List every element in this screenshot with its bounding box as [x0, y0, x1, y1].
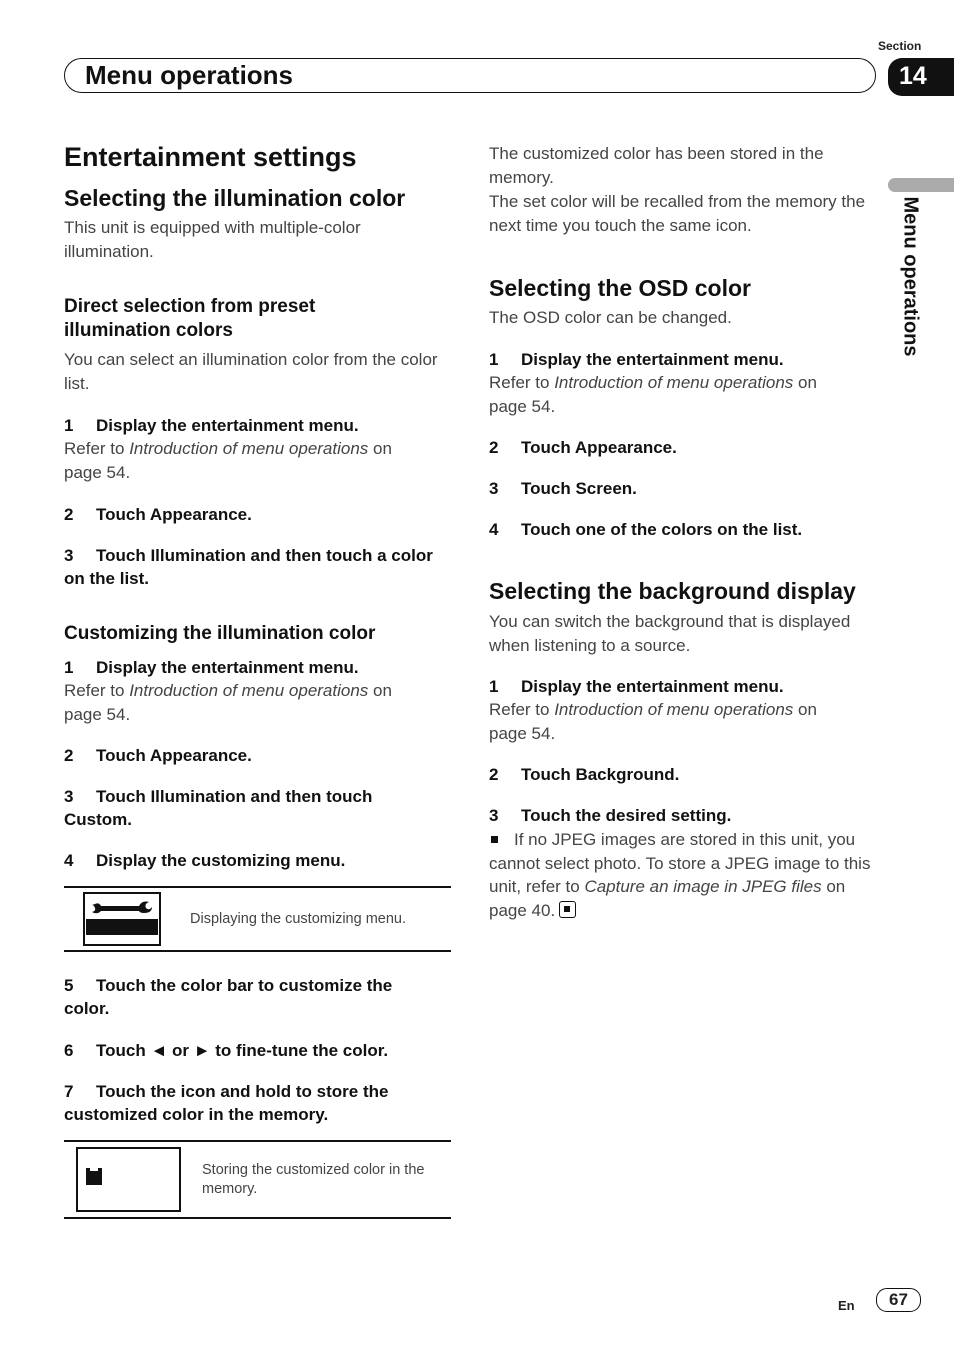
- stored-text: The customized color has been stored in the memory.: [489, 144, 824, 187]
- right-column: [489, 142, 881, 922]
- step: 3 Touch Illumination and then touch a color on the list.: [64, 546, 433, 588]
- step: 3 Touch Screen.: [489, 479, 637, 498]
- box-caption: Displaying the customizing menu.: [190, 910, 406, 927]
- side-tab-marker: [888, 178, 954, 192]
- page-number: 67: [876, 1288, 921, 1312]
- end-mark-icon: [559, 901, 576, 918]
- side-tab-label: Menu operations: [899, 196, 922, 357]
- section-heading: Selecting the illumination color: [64, 185, 406, 211]
- intro-text: This unit is equipped with multiple-color illumination.: [64, 218, 361, 261]
- bg-intro: You can switch the background that is displayed when listening to a source.: [489, 612, 851, 655]
- refer-text: Refer to Introduction of menu operations on page 54.: [489, 373, 817, 416]
- bullet-icon: [491, 836, 498, 843]
- wrench-icon: [85, 894, 159, 944]
- customize-menu-box: [64, 886, 451, 952]
- left-column: [64, 140, 451, 1219]
- step: 2 Touch Appearance.: [64, 746, 252, 765]
- note-text: If no JPEG images are stored in this unit, you cannot select photo. To store a JPEG image to this unit, refer to Capture an image in JPEG files on page 40.: [489, 830, 871, 920]
- recall-text: The set color will be recalled from the memory the next time you touch the same icon.: [489, 192, 866, 235]
- language-label: En: [838, 1298, 855, 1313]
- subheading-direct: Direct selection from preset illumination colors: [64, 296, 316, 341]
- memory-icon: [84, 1165, 114, 1195]
- step: 4 Display the customizing menu.: [64, 851, 346, 870]
- step: 3 Touch the desired setting.: [489, 806, 732, 825]
- subheading-custom: Customizing the illumination color: [64, 623, 376, 644]
- refer-text: Refer to Introduction of menu operations on page 54.: [489, 700, 817, 743]
- store-icon-box: [76, 1147, 181, 1212]
- store-color-box: [64, 1140, 451, 1219]
- step: 7 Touch the icon and hold to store the customized color in the memory.: [64, 1082, 389, 1124]
- refer-text: Refer to Introduction of menu operations on page 54.: [64, 439, 392, 482]
- osd-intro: The OSD color can be changed.: [489, 308, 732, 327]
- section-heading-bg: Selecting the background display: [489, 578, 856, 604]
- section-label: Section: [878, 39, 922, 53]
- direct-intro: You can select an illumination color from the color list.: [64, 350, 438, 393]
- step: 2 Touch Appearance.: [489, 438, 677, 457]
- page-title: Entertainment settings: [64, 142, 357, 172]
- step: 6 Touch ◄ or ► to fine-tune the color.: [64, 1041, 389, 1060]
- step: 1 Display the entertainment menu.: [489, 677, 784, 696]
- section-number: 14: [899, 62, 927, 90]
- step: 3 Touch Illumination and then touch Custom.: [64, 787, 373, 829]
- refer-text: Refer to Introduction of menu operations on page 54.: [64, 681, 392, 724]
- step: 2 Touch Appearance.: [64, 505, 252, 524]
- header-title: Menu operations: [85, 60, 294, 90]
- step: 4 Touch one of the colors on the list.: [489, 520, 803, 539]
- step: 1 Display the entertainment menu.: [64, 416, 359, 435]
- section-heading-osd: Selecting the OSD color: [489, 275, 751, 301]
- step: 2 Touch Background.: [489, 765, 680, 784]
- step: 1 Display the entertainment menu.: [489, 350, 784, 369]
- customize-icon-box: [83, 892, 161, 946]
- step: 1 Display the entertainment menu.: [64, 658, 359, 677]
- step: 5 Touch the color bar to customize the color.: [64, 976, 393, 1018]
- box-caption: Storing the customized color in the memory.: [202, 1161, 425, 1197]
